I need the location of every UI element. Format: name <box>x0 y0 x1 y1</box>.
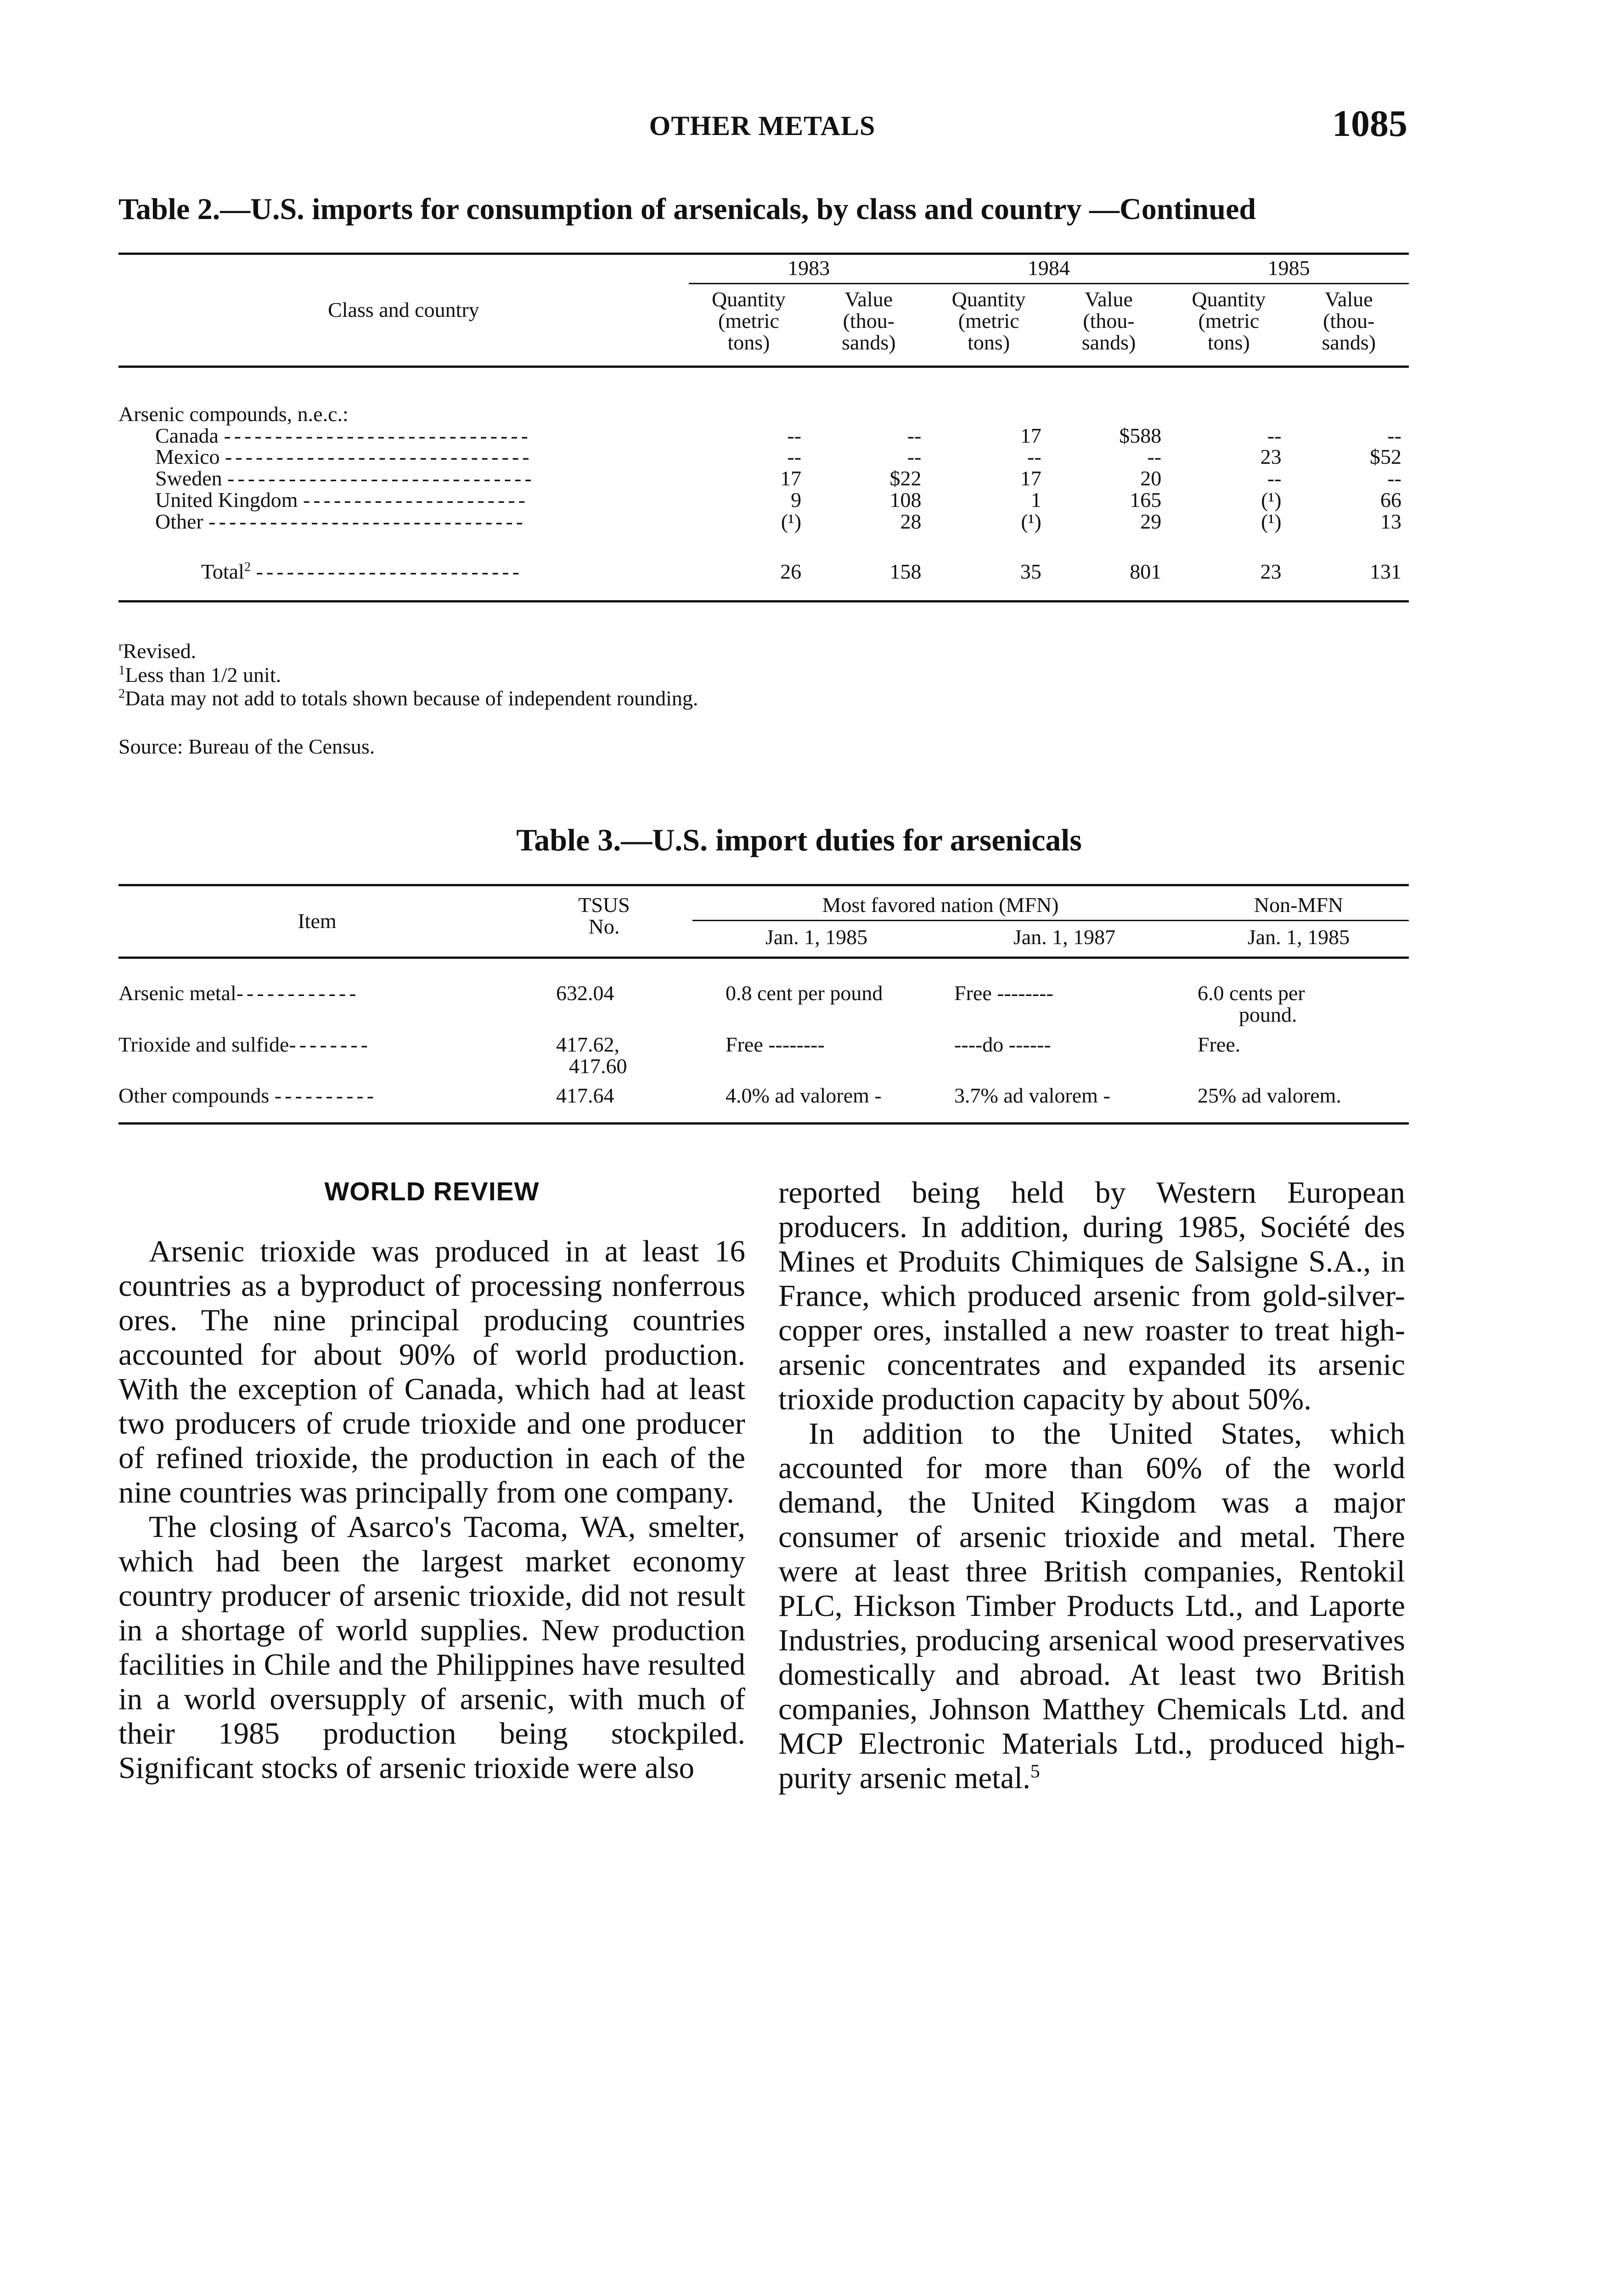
table-row <box>118 425 1409 447</box>
table2-cell: 28 <box>900 510 922 534</box>
table2-total-cell: 801 <box>1130 560 1162 584</box>
table3-date-header: Jan. 1, 1985 <box>692 920 940 957</box>
table3-cell: 6.0 cents per pound. <box>1198 981 1305 1026</box>
table-row <box>118 490 1409 511</box>
table2-cell: 17 <box>1020 467 1041 490</box>
table2-total-cell: 26 <box>780 560 802 584</box>
table2-title: Table 2.—U.S. imports for consumption of arsenicals, by class and country —Continued <box>118 192 1256 226</box>
table2-quantity-header: Quantity (metric tons) <box>928 283 1048 366</box>
table2-cell: -- <box>1387 467 1401 490</box>
table2-cell: 165 <box>1130 488 1162 512</box>
paragraph: Arsenic trioxide was produced in at least 16 countries as a byproduct of processing nonferrous ores. The nine principal producing countries accounted for about 90% of world production. With the exception of Canada, which had at least two producers of crude trioxide and one producer of refined trioxide, the production in each of the nine countries was principally from one company. <box>118 1234 745 1509</box>
table2-cell: 13 <box>1380 510 1401 534</box>
table2-cell: -- <box>907 423 922 447</box>
table2-country-cell: Other ------------------------------- <box>155 510 527 534</box>
table2-cell: (¹) <box>1261 510 1282 534</box>
footnote-reference: 5 <box>1030 1760 1040 1782</box>
table2-cell: 23 <box>1260 445 1282 469</box>
table3-tsus-cell: 417.64 <box>556 1084 614 1108</box>
table2-cell: 17 <box>780 467 802 490</box>
table2-cell: -- <box>907 445 922 469</box>
table3-item-cell: Other compounds ---------- <box>118 1084 377 1108</box>
table3 <box>118 884 1409 1125</box>
right-column <box>778 1176 1405 1795</box>
table3-cell: 3.7% ad valorem - <box>954 1084 1110 1108</box>
table2-source <box>118 735 375 759</box>
table3-tsus-cell: 632.04 <box>556 981 614 1005</box>
table3-nonmfn-header: Non-MFN <box>1188 885 1409 921</box>
table2-quantity-header: Quantity (metric tons) <box>1169 283 1289 366</box>
table3-title: Table 3.—U.S. import duties for arsenicals <box>516 822 1082 857</box>
table2-total-cell: 35 <box>1020 560 1041 584</box>
footnote: $^1$Less than 1/2 unit. <box>118 663 281 687</box>
table2-cell: (¹) <box>781 510 802 534</box>
table2-cell: 17 <box>1020 423 1041 447</box>
table2-year-1985: 1985 <box>1169 254 1409 284</box>
table3-tsus-cell: 417.62, 417.60 <box>556 1032 627 1078</box>
table3-mfn-header: Most favored nation (MFN) <box>692 885 1188 921</box>
footnote: $^2$Data may not add to totals shown because of independent rounding. <box>118 687 698 710</box>
table3-cell: 4.0% ad valorem - <box>726 1084 882 1108</box>
table2-value-header: Value (thou- sands) <box>809 283 928 366</box>
table2-section-label: Arsenic compounds, n.e.c.: <box>118 402 349 426</box>
table-row <box>118 1026 1409 1077</box>
table3-cell: Free -------- <box>726 1032 825 1056</box>
table2-cell: $588 <box>1119 423 1162 447</box>
table3-tsus-header: TSUS No. <box>516 885 692 958</box>
table2-cell: $52 <box>1370 445 1401 469</box>
table2-total-label: Total$^2$ -------------------------- <box>201 560 523 584</box>
table2-cell: -- <box>1027 445 1041 469</box>
table2-year-1984: 1984 <box>928 254 1169 284</box>
table2-cell: -- <box>1267 467 1282 490</box>
table2-cell: $22 <box>889 467 922 490</box>
table3-cell: ----do ------ <box>954 1032 1051 1056</box>
table2-value-header: Value (thou- sands) <box>1289 283 1409 366</box>
section-heading: WORLD REVIEW <box>324 1177 540 1206</box>
table2-cell: 108 <box>889 488 922 512</box>
table2-cell: -- <box>1267 423 1282 447</box>
table2-cell: -- <box>787 445 802 469</box>
left-column <box>118 1176 745 1785</box>
table3-item-cell: Trioxide and sulfide-------- <box>118 1032 371 1056</box>
table2 <box>118 253 1409 602</box>
source-note: Source: Bureau of the Census. <box>118 735 375 758</box>
table3-cell: 25% ad valorem. <box>1198 1084 1341 1108</box>
table-row <box>118 511 1409 533</box>
table2-cell: -- <box>787 423 802 447</box>
table2-stub-header: Class and country <box>118 254 689 367</box>
paragraph: In addition to the United States, which accounted for more than 60% of the world demand, the United Kingdom was a major consumer of arsenic trioxide and metal. There were at least three British companies, Rentokil PLC, Hickson Timber Products Ltd., and Laporte Industries, producing arsenical wood preservatives domestically and abroad. At least two British companies, Johnson Matthey Chemicals Ltd. and MCP Electronic Materials Ltd., produced high-purity arsenic metal.$^5$ <box>778 1417 1405 1795</box>
table2-country-cell: United Kingdom ---------------------- <box>155 488 529 512</box>
table2-value-header: Value (thou- sands) <box>1049 283 1169 366</box>
table2-total-cell: 131 <box>1370 560 1401 584</box>
table3-cell: Free -------- <box>954 981 1053 1005</box>
table2-country-cell: Sweden ------------------------------ <box>155 467 535 490</box>
table2-cell: 29 <box>1140 510 1162 534</box>
table2-cell: 9 <box>791 488 802 512</box>
table3-cell: 0.8 cent per pound <box>726 981 883 1005</box>
table3-item-cell: Arsenic metal------------ <box>118 981 360 1005</box>
table2-year-1983: 1983 <box>689 254 929 284</box>
table2-cell: (¹) <box>1021 510 1041 534</box>
paragraph: The closing of Asarco's Tacoma, WA, smelter, which had been the largest market economy country producer of arsenic trioxide, did not result in a shortage of world supplies. New production facilities in Chile and the Philippines have resulted in a world oversupply of arsenic, with much of their 1985 production being stockpiled. Significant stocks of arsenic trioxide were also <box>118 1510 745 1785</box>
table2-cell: 66 <box>1380 488 1401 512</box>
running-head <box>117 102 1407 157</box>
table-row <box>118 446 1409 468</box>
table-row <box>118 1077 1409 1123</box>
table3-item-header: Item <box>118 885 516 958</box>
paragraph-continuation: reported being held by Western European producers. In addition, during 1985, Société des Mines et Produits Chimiques de Salsigne S.A., in France, which produced arsenic from gold-silver-copper ores, installed a new roaster to treat high-arsenic concentrates and expanded its arsenic trioxide production capacity by about 50%. <box>778 1176 1405 1416</box>
table2-cell: 1 <box>1030 488 1041 512</box>
table3-date-header: Jan. 1, 1985 <box>1188 920 1409 957</box>
table2-quantity-header: Quantity (metric tons) <box>689 283 809 366</box>
table2-country-cell: Canada ------------------------------ <box>155 423 531 447</box>
table2-footnotes <box>118 639 698 710</box>
table3-cell: Free. <box>1198 1032 1241 1056</box>
page-number: 1085 <box>1332 102 1407 144</box>
running-title: OTHER METALS <box>649 111 876 141</box>
table2-total-row <box>118 533 1409 601</box>
table2-cell: (¹) <box>1261 488 1282 512</box>
table2-country-cell: Mexico ------------------------------ <box>155 445 533 469</box>
table3-date-header: Jan. 1, 1987 <box>940 920 1188 957</box>
table2-total-cell: 23 <box>1260 560 1282 584</box>
table2-cell: -- <box>1387 423 1401 447</box>
table2-cell: 20 <box>1140 467 1162 490</box>
footnote: $^r$Revised. <box>118 639 197 663</box>
table2-total-cell: 158 <box>889 560 922 584</box>
table2-cell: -- <box>1147 445 1162 469</box>
table-row <box>118 468 1409 490</box>
table-row <box>118 957 1409 1025</box>
